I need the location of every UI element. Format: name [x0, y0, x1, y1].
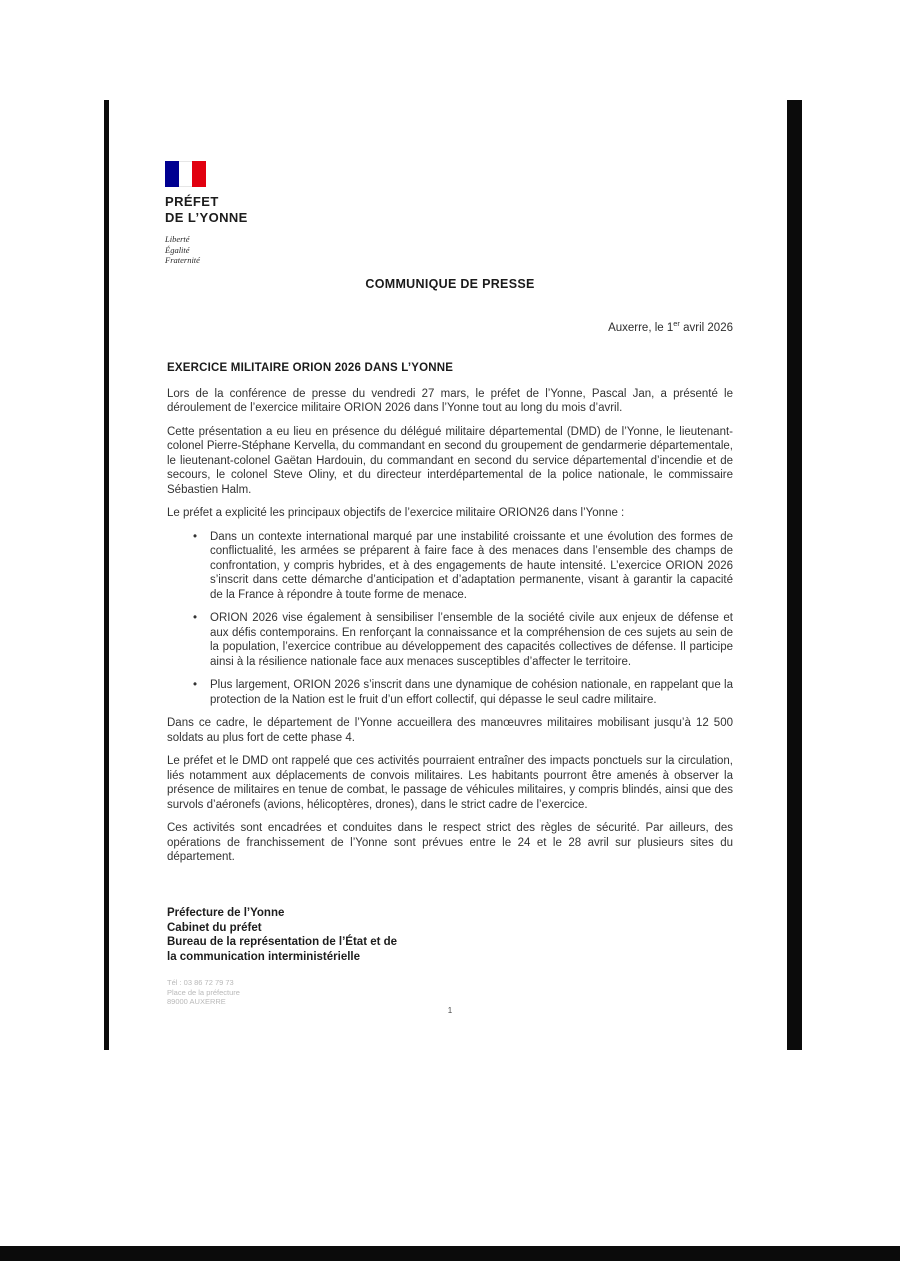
prefecture-logo — [165, 161, 248, 266]
dateline — [167, 319, 733, 334]
scan-edge-bar-right — [787, 100, 802, 1050]
paragraph-soldiers: Dans ce cadre, le département de l’Yonne accueillera des manœuvres militaires mobilisant jusqu’à 12 500 soldats au plus fort de cette phase 4. — [167, 717, 733, 744]
dateline-prefix: Auxerre, le 1 — [608, 321, 674, 334]
document-heading: EXERCICE MILITAIRE ORION 2026 DANS L’YONNE — [167, 362, 454, 374]
dateline-ordinal: er — [673, 319, 680, 328]
dateline-suffix: avril 2026 — [679, 321, 733, 334]
footer-office-line1: Préfecture de l’Yonne — [167, 907, 285, 919]
bullet-item — [167, 530, 733, 603]
bullet-text-sensibilisation: ORION 2026 vise également à sensibiliser l’ensemble de la société civile aux enjeux de défense et aux défis contemporains. En renforçant la connaissance et la compréhension de ces sujets au sein de la population, l’exercice contribue au développement des capacités collectives de défense. Il participe ainsi à la résilience nationale face aux menaces susceptibles d’affecter le territoire. — [210, 612, 733, 668]
institution-name-line2: DE L’YONNE — [165, 209, 248, 225]
paragraph-attendees: Cette présentation a eu lieu en présence du délégué militaire départemental (DMD) de l’Yonne, le lieutenant-colonel Pierre-Stéphane Kervella, du commandant en second du groupement de gendarmerie départementale, le lieutenant-colonel Gaëtan Hardouin, du commandant en second du service départemental d’incendie et de secours, le colonel Steve Oliny, et du directeur interdépartemental de la police nationale, le commissaire Sébastien Halm. — [167, 425, 733, 496]
flag-stripe-white — [179, 161, 193, 187]
footer-office-line4: la communication interministérielle — [167, 950, 360, 963]
press-release-title: COMMUNIQUE DE PRESSE — [365, 277, 535, 291]
footer-office-line2: Cabinet du préfet — [167, 921, 262, 934]
footer-address-line2: 89000 AUXERRE — [167, 997, 226, 1006]
paragraph-intro: Lors de la conférence de presse du vendredi 27 mars, le préfet de l’Yonne, Pascal Jan, a présenté le déroulement de l’exercice militaire ORION 2026 dans l’Yonne tout au long du mois d’avril. — [167, 387, 733, 414]
paragraph-impacts: Le préfet et le DMD ont rappelé que ces activités pourraient entraîner des impacts ponctuels sur la circulation, liés notamment aux déplacements de convois militaires. Les habitants pourront être amenés à observer la présence de militaires en tenue de combat, le passage de véhicules militaires, y compris blindés, ainsi que des survols d’aéronefs (avions, hélicoptères, drones), dans le strict cadre de l’exercice. — [167, 755, 733, 811]
footer-phone: Tél : 03 86 72 79 73 — [167, 978, 234, 987]
motto-egalite: Égalité — [165, 244, 190, 255]
scan-edge-bar-left — [104, 100, 109, 1050]
motto-liberte: Liberté — [165, 234, 190, 244]
bullet-marker: • — [193, 612, 198, 624]
republic-motto — [165, 234, 248, 266]
footer-address-line1: Place de la préfecture — [167, 987, 240, 997]
bullet-text-cohesion: Plus largement, ORION 2026 s’inscrit dans une dynamique de cohésion nationale, en rappelant que la protection de la Nation est le fruit d’un effort collectif, qui dépasse le seul cadre militaire. — [210, 679, 733, 706]
bullet-item — [167, 678, 733, 707]
institution-name-line1: PRÉFET — [165, 194, 219, 209]
flag-stripe-blue — [165, 161, 179, 187]
french-flag-icon — [165, 161, 206, 187]
footer-contact-block — [167, 978, 240, 1007]
flag-stripe-red — [192, 161, 206, 187]
bullet-marker: • — [193, 530, 198, 543]
paragraph-security: Ces activités sont encadrées et conduites dans le respect strict des règles de sécurité. Par ailleurs, des opérations de franchissement de l’Yonne sont prévues entre le 24 et le 28 avril sur plusieurs sites du département. — [167, 822, 733, 863]
paragraph-objectives-lead: Le préfet a explicité les principaux objectifs de l’exercice militaire ORION26 dans l’Yonne : — [167, 507, 625, 519]
footer-office-line3: Bureau de la représentation de l’État et de — [167, 936, 398, 948]
scan-edge-bar-bottom — [0, 1246, 900, 1261]
document-body — [167, 361, 733, 874]
bullet-marker: • — [193, 679, 198, 691]
footer-office-block — [167, 906, 397, 964]
page-number: 1 — [447, 1006, 453, 1015]
bullet-text-context: Dans un contexte international marqué par une instabilité croissante et une évolution des formes de conflictualité, les armées se préparent à faire face à des menaces dans l’ensemble des champs de confrontation, y compris hybrides, et à des engagements de haute intensité. L’exercice ORION 2026 s’inscrit dans cette démarche d’anticipation et d’adaptation permanente, visant à garantir la capacité de la France à répondre à toute forme de menace. — [210, 530, 733, 601]
motto-fraternite: Fraternité — [165, 255, 200, 265]
bullet-item — [167, 611, 733, 669]
bullet-list — [167, 530, 733, 708]
